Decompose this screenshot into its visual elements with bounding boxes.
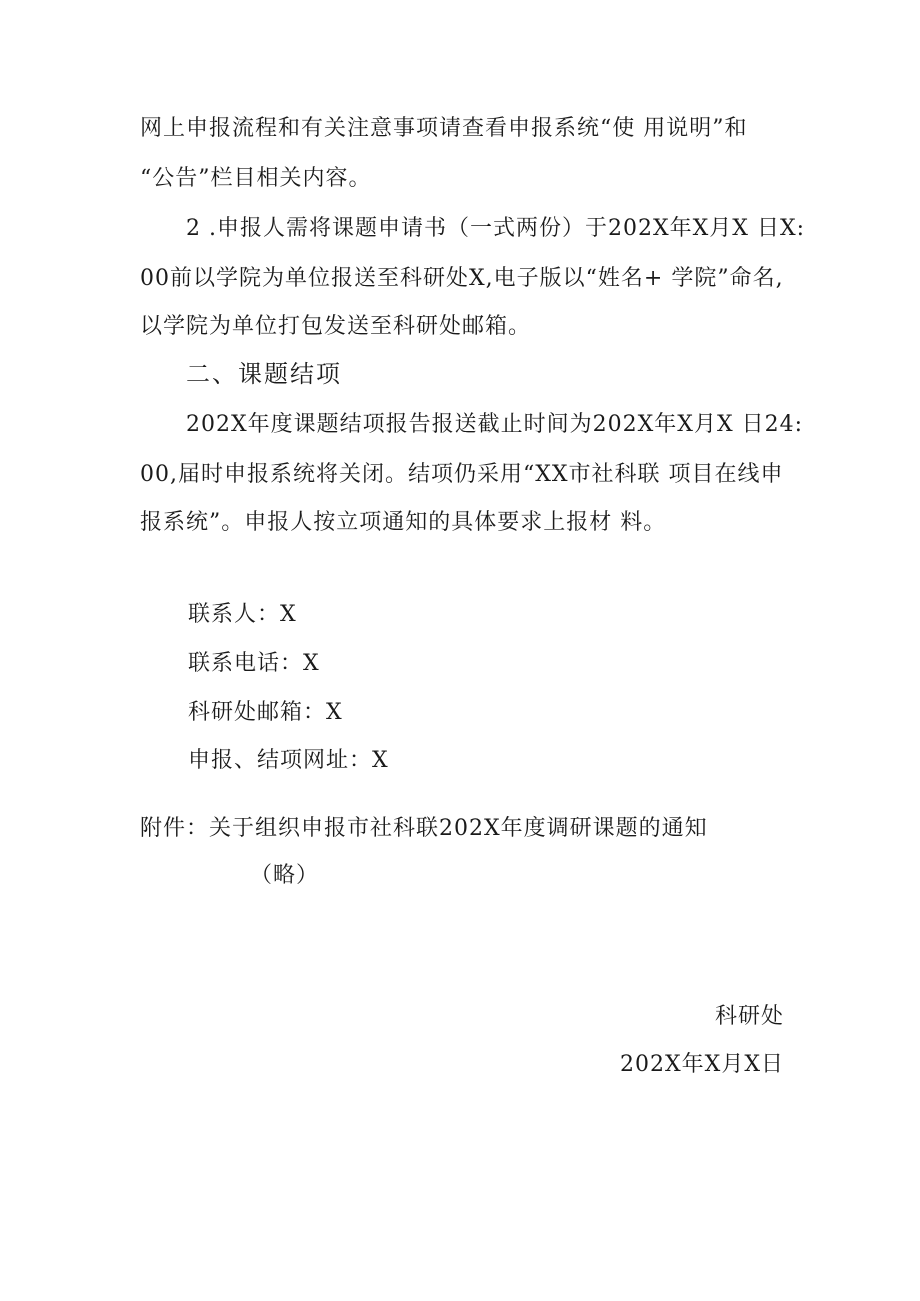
submission-website: 申报、结项网址：X [188,748,389,773]
paragraph-2-line-2: 00前以学院为单位报送至科研处X,电子版以“姓名+ 学院”命名, [140,266,784,291]
paragraph-1-line-1: 网上申报流程和有关注意事项请查看申报系统“使 用说明”和 [140,116,748,141]
paragraph-2-line-3: 以学院为单位打包发送至科研处邮箱。 [140,314,532,339]
paragraph-3-line-2: 00,届时申报系统将关闭。结项仍采用“XX市社科联 项目在线申 [140,462,784,487]
signature-department: 科研处 [714,1004,784,1029]
signature-date: 202X年X月X日 [620,1052,784,1077]
contact-phone: 联系电话：X [188,651,320,676]
paragraph-3-line-1: 202X年度课题结项报告报送截止时间为202X年X月X 日24: [186,412,804,437]
attachment-note: （略） [250,863,320,888]
office-email: 科研处邮箱：X [188,700,343,725]
paragraph-2-line-1: 2 .申报人需将课题申请书（一式两份）于202X年X月X 日X: [186,216,806,241]
paragraph-1-line-2: “公告”栏目相关内容。 [140,166,372,191]
paragraph-3-line-3: 报系统”。申报人按立项通知的具体要求上报材 料。 [140,510,667,535]
section-heading: 二、课题结项 [186,360,342,388]
attachment-title: 附件：关于组织申报市社科联202X年度调研课题的通知 [140,816,708,841]
contact-person: 联系人：X [188,602,297,627]
